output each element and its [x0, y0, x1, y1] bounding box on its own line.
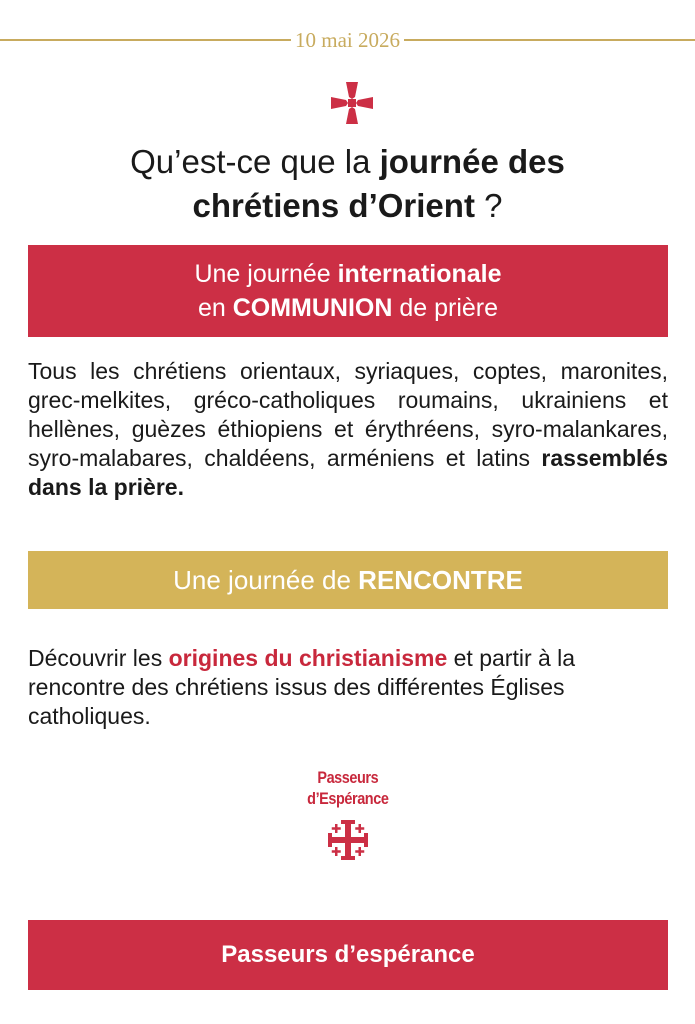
footer-label: Passeurs d’espérance: [221, 941, 475, 968]
paragraph-text: Découvrir les: [28, 645, 169, 671]
banner-bold: COMMUNION: [232, 294, 393, 322]
banner-bold: internationale: [337, 260, 502, 288]
jerusalem-cross-icon: [327, 819, 369, 861]
passeurs-logo: [280, 767, 415, 861]
page-title: [40, 140, 655, 228]
title-bold-1: journée des: [379, 143, 565, 180]
logo-text: [307, 767, 388, 809]
banner-bold: RENCONTRE: [358, 564, 523, 595]
communion-banner: [28, 245, 668, 337]
banner-text: en: [197, 294, 233, 322]
banner-line-1: [194, 257, 501, 291]
paragraph-bold: rassemblés dans la prière.: [28, 445, 668, 500]
title-text: Qu’est-ce que la: [130, 143, 380, 180]
cross-pattee-icon: [329, 80, 375, 126]
banner-line-2: [198, 291, 498, 325]
footer-banner: [28, 920, 668, 990]
discover-paragraph: [28, 644, 668, 731]
paragraph-text: et partir à la rencontre des chrétiens issus des différentes Églises catholiques.: [28, 645, 576, 729]
date-header: [0, 28, 695, 52]
title-question-mark: ?: [474, 187, 503, 224]
date-label: 10 mai 2026: [295, 27, 400, 52]
date-rule-left: [0, 39, 291, 41]
title-bold-2: chrétiens d’Orient: [192, 187, 475, 224]
banner-text: de prière: [392, 294, 499, 322]
banner-line: [173, 565, 523, 596]
banner-text: Une journée de: [173, 564, 359, 595]
paragraph-text: Tous les chrétiens orientaux, syriaques, coptes, maronites, grec-melkites, gréco-catholiques roumains, ukrainiens et hellènes, guèzes éthiopiens et érythréens, syro-malankares, syro-malabares, chaldéens, arméniens et latins: [28, 358, 668, 471]
logo-line-1: Passeurs: [317, 768, 378, 787]
banner-text: Une journée: [194, 260, 338, 288]
paragraph-highlight: origines du christianisme: [168, 645, 448, 671]
date-rule-right: [404, 39, 695, 41]
rencontre-banner: [28, 551, 668, 609]
churches-paragraph: [28, 357, 668, 502]
logo-line-2: d’Espérance: [306, 789, 389, 808]
